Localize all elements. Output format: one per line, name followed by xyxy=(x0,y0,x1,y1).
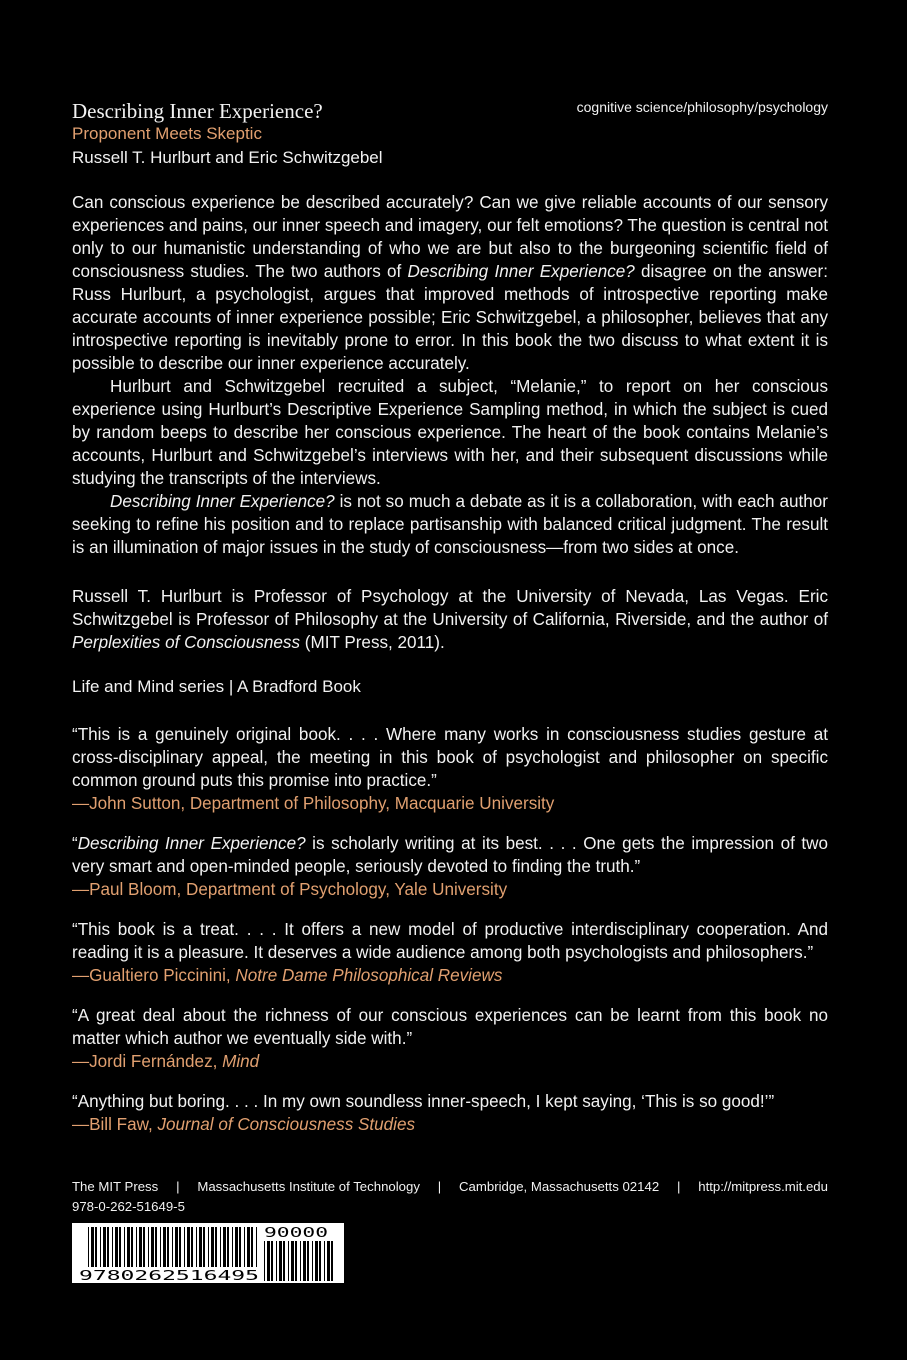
barcode-digits: 9780262516495 xyxy=(79,1268,259,1283)
footer-separator: | xyxy=(676,1179,681,1194)
quote-text: “Describing Inner Experience? is scholarly writing at its best. . . . One gets the impression of two very smart and open-minded people, seriously devoted to finding the truth.” xyxy=(72,834,828,876)
isbn-number: 978-0-262-51649-5 xyxy=(72,1199,185,1214)
quote-text: “This book is a treat. . . . It offers a new model of productive interdisciplinary cooperation. And reading it is a pleasure. It deserves a wide audience among both psychologists and philosophers.” xyxy=(72,920,828,962)
review-quote xyxy=(72,832,828,901)
book-subtitle: Proponent Meets Skeptic xyxy=(72,124,262,143)
quote-text: “A great deal about the richness of our conscious experiences can be learnt from this book no matter which author we eventually side with.” xyxy=(72,1006,828,1048)
quote-attribution: —Gualtiero Piccinini, Notre Dame Philosophical Reviews xyxy=(72,966,503,985)
review-quote xyxy=(72,918,828,987)
subject-category: cognitive science/philosophy/psychology xyxy=(576,99,828,115)
quote-attribution: —Paul Bloom, Department of Psychology, Yale University xyxy=(72,880,508,899)
series-info: Life and Mind series | A Bradford Book xyxy=(72,677,361,696)
description-paragraph-1: Can conscious experience be described accurately? Can we give reliable accounts of our sensory experiences and pains, our inner speech and imagery, our felt emotions? The question is central not only to our humanistic understanding of who we are but also to the burgeoning scientific field of consciousness studies. The two authors of Describing Inner Experience? disagree on the answer: Russ Hurlburt, a psychologist, argues that improved methods of introspective reporting make accurate accounts of inner experience possible; Eric Schwitzgebel, a philosopher, believes that any introspective reporting is inevitably prone to error. In this book the two discuss to what extent it is possible to describe our inner experience accurately. xyxy=(72,193,828,373)
description-paragraph-3: Describing Inner Experience? is not so much a debate as it is a collaboration, with each author seeking to refine his position and to replace partisanship with balanced critical judgment. The result is an illumination of major issues in the study of consciousness—from two sides at once. xyxy=(72,492,828,557)
quote-text: “This is a genuinely original book. . . . Where many works in consciousness studies gesture at cross-disciplinary appeal, the meeting in this book of psychologist and philosopher on specific common ground puts this promise into practice.” xyxy=(72,725,828,790)
publisher-address: Cambridge, Massachusetts 02142 xyxy=(459,1179,660,1194)
footer-separator: | xyxy=(176,1179,180,1194)
publisher-name: The MIT Press xyxy=(72,1179,159,1194)
quote-text: “Anything but boring. . . . In my own soundless inner-speech, I kept saying, ‘This is so good!’” xyxy=(72,1092,775,1111)
review-quotes xyxy=(72,723,828,1153)
barcode-addon-digits: 90000 xyxy=(264,1225,328,1241)
review-quote xyxy=(72,1004,828,1073)
quote-attribution: —John Sutton, Department of Philosophy, Macquarie University xyxy=(72,794,555,813)
publisher-url[interactable]: http://mitpress.mit.edu xyxy=(698,1179,828,1194)
footer-separator: | xyxy=(437,1179,442,1194)
quote-attribution: —Jordi Fernández, Mind xyxy=(72,1052,260,1071)
book-description xyxy=(72,191,828,559)
barcode-addon-bars xyxy=(264,1241,333,1281)
review-quote xyxy=(72,1090,828,1136)
book-title: Describing Inner Experience? xyxy=(72,99,323,123)
review-quote xyxy=(72,723,828,815)
isbn-barcode xyxy=(72,1223,344,1283)
barcode-main-bars xyxy=(88,1227,257,1267)
publisher-footer xyxy=(72,1179,828,1194)
publisher-institution: Massachusetts Institute of Technology xyxy=(197,1179,420,1194)
author-bio: Russell T. Hurlburt is Professor of Psychology at the University of Nevada, Las Vegas. Eric Schwitzgebel is Professor of Philosophy at the University of California, Riverside, and the author of Perplexities of Consciousness (MIT Press, 2011). xyxy=(72,587,828,652)
quote-attribution: —Bill Faw, Journal of Consciousness Studies xyxy=(72,1115,415,1134)
description-paragraph-2: Hurlburt and Schwitzgebel recruited a subject, “Melanie,” to report on her conscious experience using Hurlburt’s Descriptive Experience Sampling method, in which the subject is cued by random beeps to describe her conscious experience. The heart of the book contains Melanie’s accounts, Hurlburt and Schwitzgebel’s interviews with her, and their subsequent discussions while studying the transcripts of the interviews. xyxy=(72,377,828,488)
book-authors: Russell T. Hurlburt and Eric Schwitzgebel xyxy=(72,148,383,167)
